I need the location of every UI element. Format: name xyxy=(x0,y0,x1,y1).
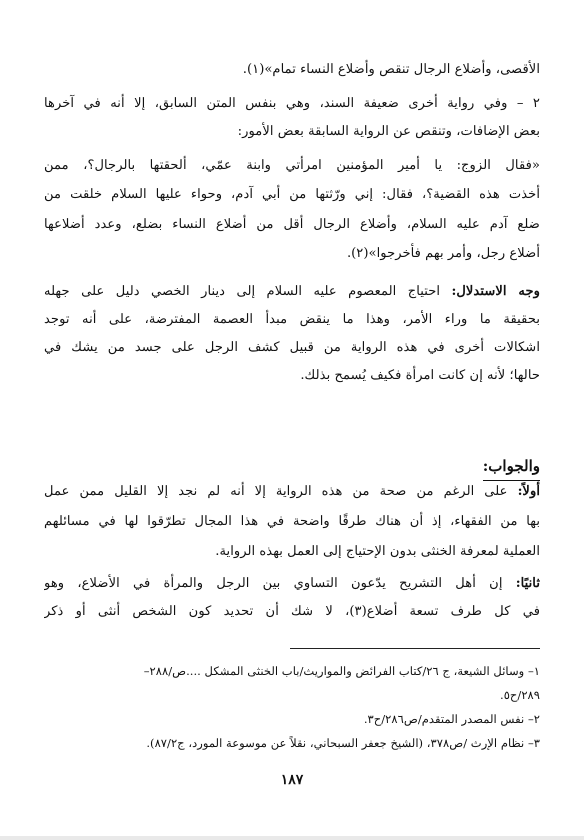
text-line xyxy=(44,334,540,362)
text-line xyxy=(44,118,540,146)
footnote-line: ٣– نظام الإرث /ص٣٧٨، (الشيخ جعفر السبحاني، نقلاً عن موسوعة المورد، ج٨٧/٢). xyxy=(146,736,540,750)
line-text: بعض الإضافات، وتنقص عن الرواية السابقة بعض الأمور: xyxy=(237,124,540,139)
line-text: العملية لمعرفة الخنثى بدون الإحتياج إلى العمل بهذه الرواية. xyxy=(215,544,540,559)
text-line xyxy=(44,538,540,566)
line-text: حالها؛ لأنه إن كانت امرأة فكيف يُسمح بذلك. xyxy=(300,368,540,383)
line-text: بها من الفقهاء، إذ أن هناك طرقًا واضحة في هذا المجال تطرّقوا لها في مسائلهم xyxy=(44,514,540,529)
text-line xyxy=(44,570,540,598)
footnote-line: ٢٨٩/ح٥. xyxy=(500,688,540,702)
footnote-line: ٢– نفس المصدر المتقدم/ص٢٨٦/ح٣. xyxy=(363,712,540,726)
line-text: في كل طرف تسعة أضلاع(٣)، لا شك أن تحديد كون الشخص أنثى أو ذكر xyxy=(44,604,540,619)
line-text: «فقال الزوج: يا أمير المؤمنين امرأتي وابنة عمّي، ألحقتها بالرجال؟، ممن xyxy=(44,158,540,173)
text-line xyxy=(44,181,540,209)
lead-label: ثانيًا: xyxy=(515,576,540,591)
line-text: ٢ – وفي رواية أخرى ضعيفة السند، وهي بنفس المتن السابق، إلا أنه في آخرها xyxy=(44,96,540,111)
line-text: الأقصى، وأضلاع الرجال تنقص وأضلاع النساء تمام»(١). xyxy=(242,62,540,77)
text-line xyxy=(44,598,540,626)
line-text: بحقيقة ما وراء الأمر، وهذا ما ينقض مبدأ العصمة المفترضة، على أنه توجد xyxy=(44,312,540,327)
text-line xyxy=(44,240,540,268)
line-text: ضلع آدم عليه السلام، وأضلاع الرجال أقل من أضلاع النساء بضلع، وعدد أضلاعها xyxy=(44,217,540,232)
line-text: على الرغم من صحة من هذه الرواية إلا أنه لم نجد إلا القليل ممن عمل xyxy=(44,484,508,499)
text-line xyxy=(44,152,540,180)
text-line xyxy=(44,362,540,390)
text-line xyxy=(44,56,540,84)
text-line xyxy=(44,211,540,239)
answer-heading: والجواب: xyxy=(483,452,540,481)
text-line xyxy=(44,478,540,506)
text-line xyxy=(44,90,540,118)
text-line xyxy=(44,508,540,536)
text-line xyxy=(44,306,540,334)
line-text: احتياج المعصوم عليه السلام إلى دينار الخصي دليل على جهله xyxy=(44,284,441,299)
line-text: أخذت هذه القضية؟، فقال: إني ورّثتها من أبي آدم، وحواء عليها السلام خلقت من xyxy=(44,187,540,202)
text-line xyxy=(44,278,540,306)
lead-label: أولاً: xyxy=(517,484,540,499)
line-text: اشكالات أخرى في هذه الرواية من قبيل كشف الرجل على جسد من يشك في xyxy=(44,340,540,355)
line-text: إن أهل التشريح يدّعون التساوي بين الرجل والمرأة في الأضلاع، وهو xyxy=(44,576,503,591)
page-bottom-edge xyxy=(0,836,584,840)
page-number: ١٨٧ xyxy=(280,772,304,788)
lead-label: وجه الاستدلال: xyxy=(451,284,540,299)
footnote-separator xyxy=(290,648,540,649)
footnote-line: ١– وسائل الشيعة، ج ٢٦/كتاب الفرائض والمواريث/باب الخنثى المشكل ....ص/٢٨٨– xyxy=(143,664,540,678)
line-text: أضلاع رجل، وأمر بهم فأخرجوا»(٢). xyxy=(346,246,540,261)
